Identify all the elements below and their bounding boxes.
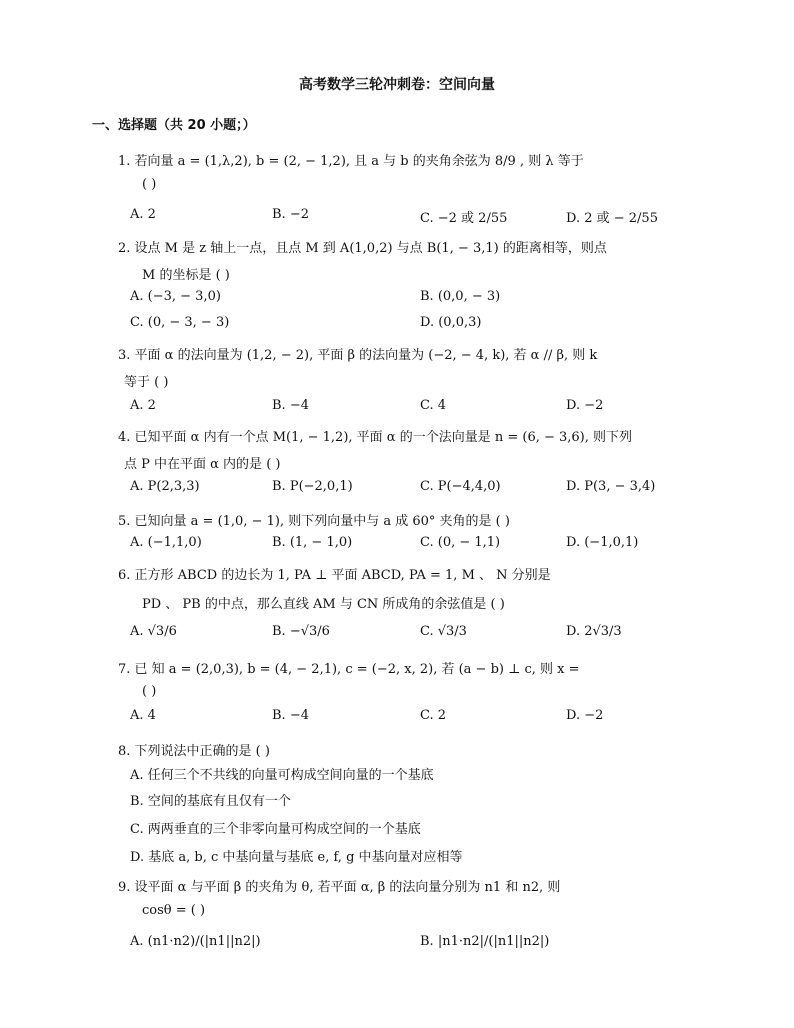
question-1-option-c: C. −2 或 2/55 [420,211,508,226]
question-2-option-c: C. (0, − 3, − 3) [130,315,230,330]
section-heading: 一、选择题（共 20 小题；） [92,118,256,133]
question-3-option-d: D. −2 [566,398,604,413]
question-7-option-a: A. 4 [130,708,156,723]
question-2-option-a: A. (−3, − 3,0) [130,289,221,304]
question-2-stem-cont: M 的坐标是 ( ) [142,268,230,283]
question-6-option-d: D. 2√3/3 [566,624,622,639]
question-6-option-a: A. √3/6 [130,624,177,639]
question-6-stem: 6. 正方形 ABCD 的边长为 1, PA ⊥ 平面 ABCD, PA = 1, M 、 N 分别是 [118,568,551,583]
question-1-stem: 1. 若向量 a = (1,λ,2), b = (2, − 1,2), 且 a 与 b 的夹角余弦为 8/9 , 则 λ 等于 [118,154,584,169]
question-1-option-b: B. −2 [272,207,309,222]
question-5-option-c: C. (0, − 1,1) [420,535,501,550]
question-3-stem-cont: 等于 ( ) [124,375,169,390]
question-1-blank: ( ) [142,177,157,192]
question-3-option-b: B. −4 [272,398,309,413]
question-6-stem-cont: PD 、 PB 的中点，那么直线 AM 与 CN 所成角的余弦值是 ( ) [142,597,505,612]
question-5-option-b: B. (1, − 1,0) [272,535,353,550]
question-4-stem-cont: 点 P 中在平面 α 内的是 ( ) [124,457,281,472]
question-5-option-a: A. (−1,1,0) [130,535,202,550]
question-9-stem: 9. 设平面 α 与平面 β 的夹角为 θ, 若平面 α, β 的法向量分别为 n1 和 n2, 则 [118,880,561,895]
question-5-option-d: D. (−1,0,1) [566,535,639,550]
question-4-stem: 4. 已知平面 α 内有一个点 M(1, − 1,2), 平面 α 的一个法向量是 n = (6, − 3,6), 则下列 [118,430,633,445]
question-2-option-d: D. (0,0,3) [420,315,482,330]
question-9-stem-cont: cosθ = ( ) [142,903,206,918]
question-8-option-a: A. 任何三个不共线的向量可构成空间向量的一个基底 [130,768,434,783]
question-7-option-b: B. −4 [272,708,309,723]
question-1-option-a: A. 2 [130,207,156,222]
question-4-option-c: C. P(−4,4,0) [420,479,501,494]
question-8-option-c: C. 两两垂直的三个非零向量可构成空间的一个基底 [130,822,421,837]
question-8-option-b: B. 空间的基底有且仅有一个 [130,794,291,809]
question-4-option-a: A. P(2,3,3) [130,479,200,494]
question-8-option-d: D. 基底 a, b, c 中基向量与基底 e, f, g 中基向量对应相等 [130,850,463,865]
question-9-option-a: A. (n1·n2)/(|n1||n2|) [130,934,261,949]
question-5-stem: 5. 已知向量 a = (1,0, − 1), 则下列向量中与 a 成 60° 夹角的是 ( ) [118,514,510,529]
question-9-option-b: B. |n1·n2|/(|n1||n2|) [420,934,550,949]
question-3-stem: 3. 平面 α 的法向量为 (1,2, − 2), 平面 β 的法向量为 (−2, − 4, k), 若 α // β, 则 k [118,348,598,363]
question-3-option-a: A. 2 [130,398,156,413]
question-7-stem: 7. 已 知 a = (2,0,3), b = (4, − 2,1), c = (−2, x, 2), 若 (a − b) ⊥ c, 则 x = [118,662,580,677]
question-2-option-b: B. (0,0, − 3) [420,289,501,304]
question-8-stem: 8. 下列说法中正确的是 ( ) [118,744,270,759]
question-7-option-d: D. −2 [566,708,604,723]
question-3-option-c: C. 4 [420,398,447,413]
page-title: 高考数学三轮冲刺卷：空间向量 [299,77,495,93]
question-6-option-b: B. −√3/6 [272,624,330,639]
question-7-option-c: C. 2 [420,708,447,723]
question-1-option-d: D. 2 或 − 2/55 [566,211,658,226]
question-4-option-d: D. P(3, − 3,4) [566,479,656,494]
question-2-stem: 2. 设点 M 是 z 轴上一点，且点 M 到 A(1,0,2) 与点 B(1, − 3,1) 的距离相等，则点 [118,241,607,256]
question-7-blank: ( ) [142,684,157,699]
question-4-option-b: B. P(−2,0,1) [272,479,353,494]
question-6-option-c: C. √3/3 [420,624,467,639]
